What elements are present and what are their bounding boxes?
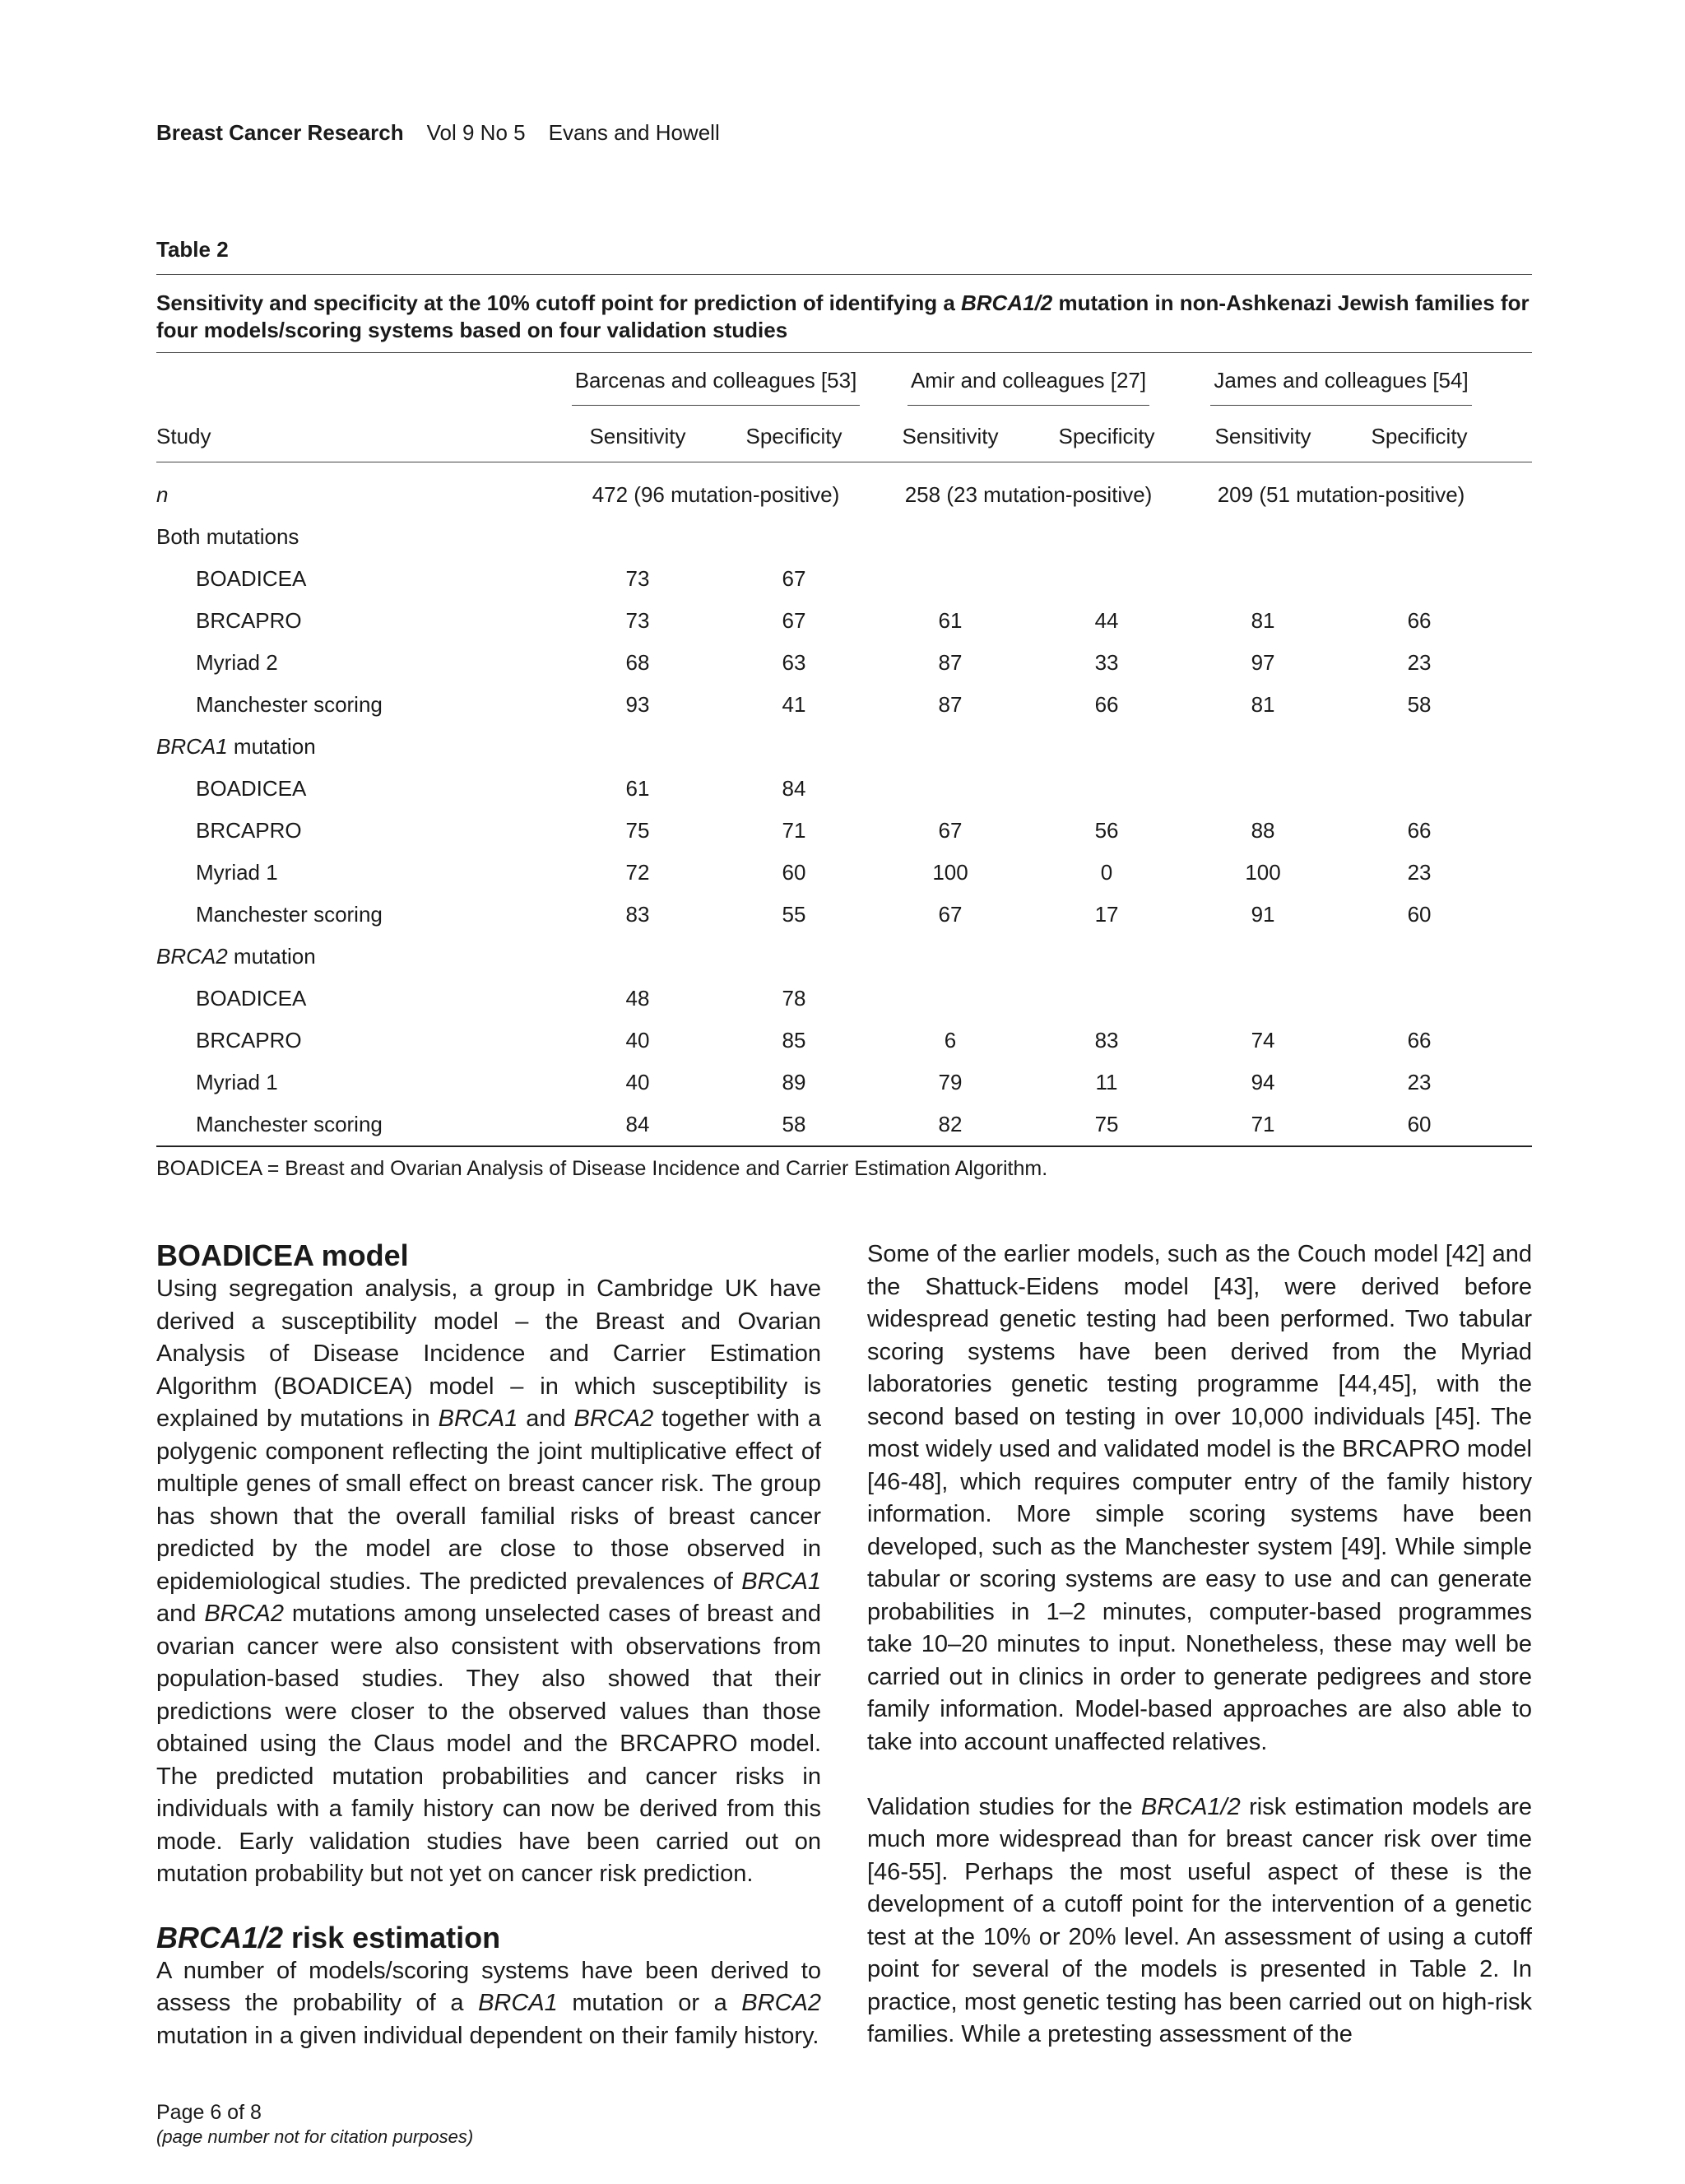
study-header: Study [156,423,211,448]
table-row: Myriad 1 40 89 79 11 94 23 [196,1070,1432,1094]
page-number-note: (page number not for citation purposes) [156,2126,474,2147]
table-row: BOADICEA 73 67 [196,566,806,591]
section-title: Both mutations [156,524,299,549]
table-label: Table 2 [156,237,229,262]
group-header: Barcenas and colleagues [53] [572,368,861,406]
table-caption: Sensitivity and specificity at the 10% cutoff point for prediction of identifying a BRCA1/2 mutation in non-Ashkenazi Jewish families for four models/scoring systems based on four validation studies [156,290,1529,342]
n-value: 209 (51 mutation-positive) [1217,482,1465,507]
n-value: 258 (23 mutation-positive) [904,482,1153,507]
sensitivity-header: Sensitivity [589,423,686,448]
table-row: Manchester scoring 84 58 82 75 71 60 [196,1112,1432,1136]
page-number: Page 6 of 8 [156,2101,262,2124]
table-row: BOADICEA 48 78 [196,986,806,1011]
left-column [156,1238,821,2052]
article-authors: Evans and Howell [548,120,720,145]
running-head [156,120,720,146]
group-header: Amir and colleagues [27] [907,368,1149,406]
table-footnote: BOADICEA = Breast and Ovarian Analysis of Disease Incidence and Carrier Estimation Algorithm. [156,1157,1048,1180]
n-value: 472 (96 mutation-positive) [592,482,840,507]
paragraph-risk: A number of models/scoring systems have been derived to assess the probability of a BRCA1 mutation or a BRCA2 mutation in a given individual dependent on their family history. [156,1957,821,2049]
table-row: BRCAPRO 73 67 61 44 81 66 [196,608,1432,633]
sensitivity-header: Sensitivity [1214,423,1311,448]
table-row: Myriad 1 72 60 100 0 100 23 [196,860,1432,885]
paragraph-validation: Validation studies for the BRCA1/2 risk estimation models are much more widespread than for breast cancer risk over time [46-55]. Perhaps the most useful aspect of these is the development of a cutoff point for the intervention of a genetic test at the 10% or 20% level. An assessment of using a cutoff point for several of the models is presented in Table 2. In practice, most genetic testing has been carried out on high-risk families. While a pretesting assessment of the [867,1793,1532,2047]
table-row: BOADICEA 61 84 [196,776,806,801]
sensitivity-header: Sensitivity [902,423,999,448]
journal-volume: Vol 9 No 5 [426,120,526,145]
table-2 [156,237,1532,1181]
table-row: Manchester scoring 83 55 67 17 91 60 [196,902,1432,927]
section-heading-boadicea: BOADICEA model [156,1238,409,1272]
journal-name: Breast Cancer Research [156,120,404,145]
page-footer [156,2100,473,2149]
specificity-header: Specificity [745,423,842,448]
table-row: BRCAPRO 40 85 6 83 74 66 [196,1028,1432,1053]
paragraph-boadicea: Using segregation analysis, a group in Cambridge UK have derived a susceptibility model – the Breast and Ovarian Analysis of Disease Incidence and Carrier Estimation Algorithm (BOADICEA) model – in which susceptibility is explained by mutations in BRCA1 and BRCA2 together with a polygenic component reflecting the joint multiplicative effect of multiple genes of small effect on breast cancer risk. The group has shown that the overall familial risks of breast cancer predicted by the model are close to those observed in epidemiological studies. The predicted prevalences of BRCA1 and BRCA2 mutations among unselected cases of breast and ovarian cancer were also consistent with observations from population-based studies. They also showed that their predictions were closer to the observed values than those obtained using the Claus model and the BRCAPRO model. The predicted mutation probabilities and cancer risks in individuals with a family history can now be derived from this mode. Early validation studies have been carried out on mutation probability but not yet on cancer risk prediction. [156,1276,822,1887]
specificity-header: Specificity [1058,423,1155,448]
section-title: BRCA1 mutation [156,734,316,759]
group-header: James and colleagues [54] [1210,368,1471,406]
specificity-header: Specificity [1371,423,1468,448]
results-table [156,353,1532,1147]
table-row: BRCAPRO 75 71 67 56 88 66 [196,818,1432,843]
table-row: Myriad 2 68 63 87 33 97 23 [196,650,1432,675]
n-label: n [156,482,169,507]
right-column [867,1238,1532,2052]
section-heading-risk: BRCA1/2 risk estimation [156,1920,501,1954]
section-title: BRCA2 mutation [156,944,316,969]
paragraph-models: Some of the earlier models, such as the Couch model [42] and the Shattuck-Eidens model [43], were derived before widespread genetic testing had been performed. Two tabular scoring systems have been derived from the Myriad laboratories genetic testing programme [44,45], with the second based on testing in over 10,000 individuals [45]. The most widely used and validated model is the BRCAPRO model [46-48], which requires computer entry of the family history information. More simple scoring systems have been developed, such as the Manchester system [49]. While simple tabular or scoring systems are easy to use and can generate probabilities in 1–2 minutes, computer-based programmes take 10–20 minutes to input. Nonetheless, these may well be carried out in clinics in order to generate pedigrees and store family information. Model-based approaches are also able to take into account unaffected relatives. [867,1241,1532,1755]
table-row: Manchester scoring 93 41 87 66 81 58 [196,692,1432,717]
